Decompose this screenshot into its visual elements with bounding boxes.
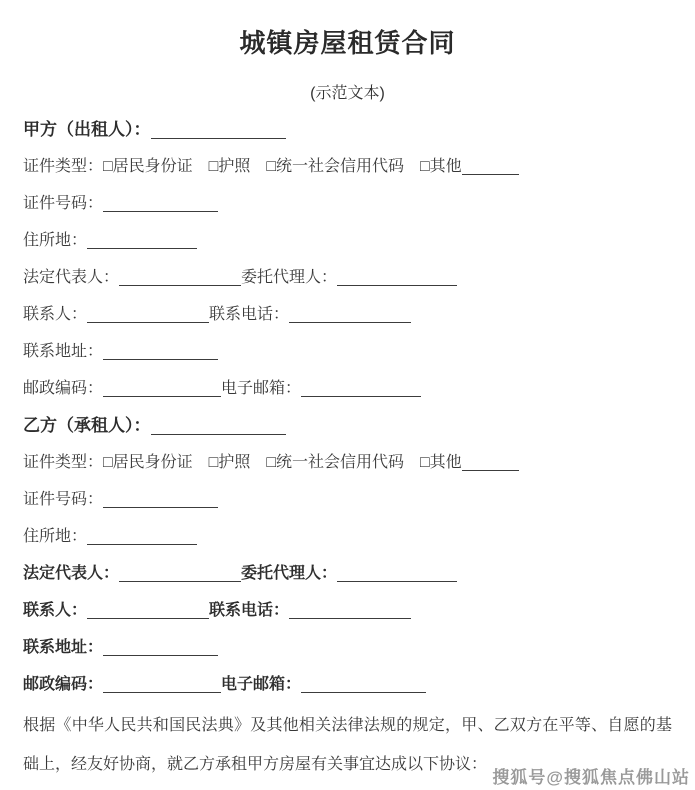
form-row-party-a-legal-rep [23, 259, 672, 296]
form-row-party-a-contact-address [23, 333, 672, 370]
party-a-id-type-blank-line [462, 154, 519, 175]
form-row-party-a-id-number [23, 185, 672, 222]
party-a-id-number-blank-line [103, 191, 218, 212]
party-a-legal-rep-blank-line [337, 265, 457, 286]
form-row-party-a-residence [23, 222, 672, 259]
party-b-heading-blank-line [151, 414, 286, 435]
party-a-contact-label: 联系电话： [209, 306, 290, 323]
party-a-residence-label: 住所地： [23, 232, 88, 249]
form-row-party-a-contact [23, 296, 672, 333]
party-b-legal-rep-blank-line [119, 561, 241, 582]
party-a-contact-address-label: 联系地址： [23, 343, 104, 360]
party-b-postal-email-blank-line [301, 672, 426, 693]
party-a-legal-rep-blank-line [119, 265, 241, 286]
document-title: 城镇房屋租赁合同 [239, 28, 456, 58]
form-row-party-b-heading [23, 407, 672, 444]
party-a-contact-blank-line [289, 302, 411, 323]
party-a-heading-blank-line [151, 118, 286, 139]
form-row-party-b-contact [23, 592, 672, 629]
form-row-party-b-legal-rep [23, 555, 672, 592]
party-a-contact-label: 联系人： [23, 306, 88, 323]
party-a-legal-rep-label: 法定代表人： [23, 269, 120, 286]
document-subtitle: (示范文本) [310, 85, 385, 102]
party-a-legal-rep-label: 委托代理人： [241, 269, 338, 286]
form-row-party-b-contact-address [23, 629, 672, 666]
watermark: 搜狐号@搜狐焦点佛山站 [492, 768, 690, 787]
form-row-party-b-id-number [23, 481, 672, 518]
form-rows [23, 111, 672, 703]
party-b-contact-label: 联系人： [23, 602, 88, 619]
party-a-id-number-label: 证件号码： [23, 195, 104, 212]
party-b-id-type-label: 证件类型：□居民身份证 □护照 □统一社会信用代码 □其他 [23, 454, 462, 471]
party-a-id-type-label: 证件类型：□居民身份证 □护照 □统一社会信用代码 □其他 [23, 158, 462, 175]
party-b-contact-blank-line [87, 598, 209, 619]
form-row-party-b-residence [23, 518, 672, 555]
party-a-residence-blank-line [87, 228, 197, 249]
form-row-party-a-postal-email [23, 370, 672, 407]
party-b-residence-label: 住所地： [23, 528, 88, 545]
party-b-residence-blank-line [87, 524, 197, 545]
form-row-party-a-heading [23, 111, 672, 148]
party-b-contact-address-blank-line [103, 635, 218, 656]
party-b-heading-label: 乙方（承租人）： [23, 416, 151, 435]
party-a-postal-email-blank-line [103, 376, 221, 397]
closing-paragraph: 根据《中华人民共和国民法典》及其他相关法律法规的规定，甲、乙双方在平等、自愿的基础上，经友好协商，就乙方承租甲方房屋有关事宜达成以下协议： [23, 717, 672, 773]
form-row-party-b-postal-email [23, 666, 672, 703]
party-b-id-number-blank-line [103, 487, 218, 508]
party-a-contact-address-blank-line [103, 339, 218, 360]
party-b-postal-email-label: 邮政编码： [23, 676, 104, 693]
party-b-legal-rep-label: 委托代理人： [241, 565, 338, 582]
party-a-postal-email-label: 电子邮箱： [221, 380, 302, 397]
party-b-contact-address-label: 联系地址： [23, 639, 104, 656]
party-b-legal-rep-label: 法定代表人： [23, 565, 120, 582]
party-b-contact-label: 联系电话： [209, 602, 290, 619]
party-b-postal-email-label: 电子邮箱： [221, 676, 302, 693]
party-b-id-type-blank-line [462, 450, 519, 471]
form-row-party-b-id-type [23, 444, 672, 481]
party-a-postal-email-blank-line [301, 376, 421, 397]
party-b-contact-blank-line [289, 598, 411, 619]
party-b-postal-email-blank-line [103, 672, 221, 693]
party-b-id-number-label: 证件号码： [23, 491, 104, 508]
party-a-contact-blank-line [87, 302, 209, 323]
form-row-party-a-id-type [23, 148, 672, 185]
party-b-legal-rep-blank-line [337, 561, 457, 582]
party-a-heading-label: 甲方（出租人）： [23, 120, 151, 139]
party-a-postal-email-label: 邮政编码： [23, 380, 104, 397]
